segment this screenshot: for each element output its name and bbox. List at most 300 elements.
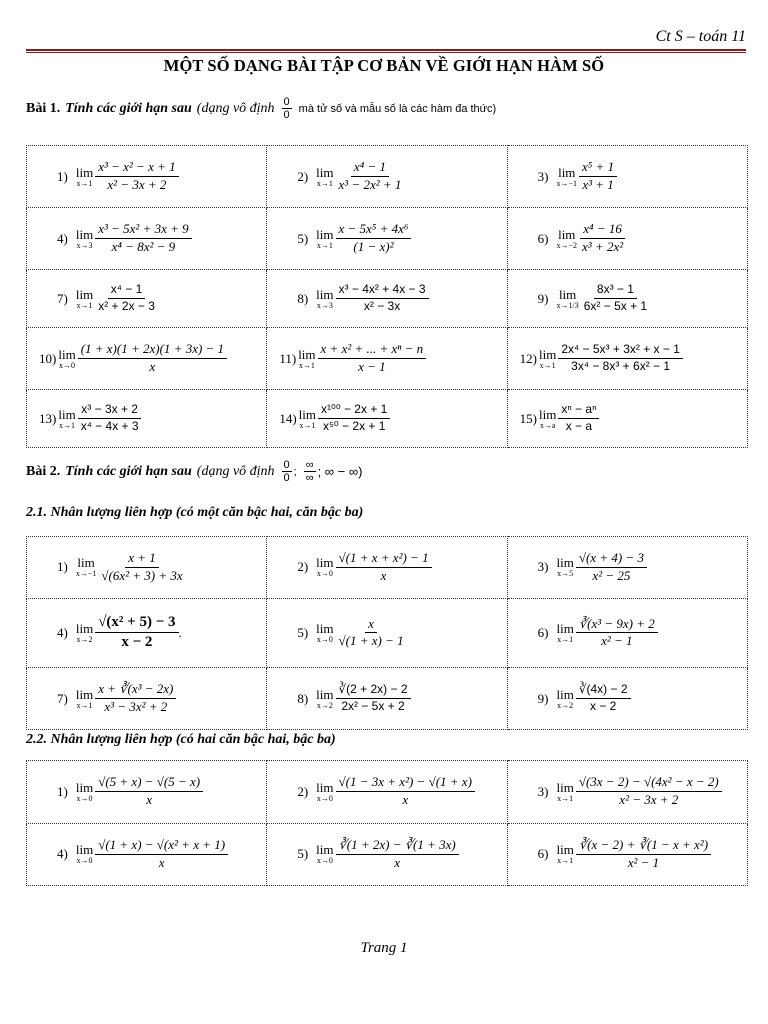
numerator: x³ − 5x² + 3x + 9 bbox=[95, 222, 191, 239]
fraction bbox=[336, 775, 475, 808]
limit-operator bbox=[557, 556, 574, 578]
frac-denominator: ∞ bbox=[305, 472, 314, 484]
limit-operator bbox=[76, 688, 93, 710]
exercise-cell bbox=[27, 761, 267, 824]
fraction bbox=[95, 222, 191, 255]
limit-operator bbox=[316, 556, 333, 578]
limit-expression bbox=[275, 222, 506, 255]
exercise-cell bbox=[267, 328, 507, 390]
header-course-label: Ct S – toán 11 bbox=[655, 28, 746, 45]
limit-approach: x→3 bbox=[76, 240, 93, 250]
exercise-cell bbox=[27, 270, 267, 328]
limit-expression bbox=[275, 683, 506, 714]
fraction bbox=[579, 160, 617, 193]
frac-denominator: 0 bbox=[283, 472, 290, 484]
denominator: x² − 1 bbox=[627, 854, 660, 870]
limit-expression bbox=[35, 222, 266, 255]
limit-approach: x→0 bbox=[59, 360, 76, 370]
bai1-paren: (dạng vô định bbox=[196, 100, 275, 116]
limit-expression bbox=[35, 838, 266, 871]
limit-operator bbox=[316, 288, 333, 310]
frac-numerator: ∞ bbox=[305, 459, 314, 471]
fraction bbox=[95, 775, 203, 808]
exercise-cell bbox=[267, 598, 507, 668]
bai2-heading bbox=[26, 459, 362, 484]
exercise-number: 5) bbox=[297, 846, 309, 862]
exercise-number: 5) bbox=[297, 230, 309, 246]
fraction bbox=[318, 342, 427, 375]
lim-word: lim bbox=[75, 286, 94, 302]
numerator: √(1 + x) − √(x² + x + 1) bbox=[95, 838, 228, 855]
denominator: x bbox=[149, 359, 156, 375]
bai2-tail: ; ∞ − ∞) bbox=[317, 464, 363, 479]
bai2-label: Bài 2. bbox=[26, 463, 61, 479]
limit-expression bbox=[35, 614, 266, 652]
exercise-cell bbox=[507, 668, 747, 730]
exercise-number: 7) bbox=[57, 690, 68, 706]
exercise-cell bbox=[267, 537, 507, 599]
numerator: ∛(2 + 2x) − 2 bbox=[336, 683, 411, 699]
limit-operator bbox=[316, 622, 333, 644]
exercise-number: 2) bbox=[297, 168, 309, 184]
table-row bbox=[27, 146, 748, 208]
table-row bbox=[27, 208, 748, 270]
denominator: x² + 2x − 3 bbox=[98, 299, 155, 314]
numerator: x + ∛(x³ − 2x) bbox=[95, 682, 176, 699]
exercise-number: 1) bbox=[57, 559, 68, 575]
denominator: x bbox=[394, 854, 401, 870]
limit-operator bbox=[557, 166, 578, 188]
exercise-cell bbox=[267, 146, 507, 208]
numerator: 2x⁴ − 5x³ + 3x² + x − 1 bbox=[558, 343, 683, 359]
fraction bbox=[581, 283, 650, 314]
lim-word: lim bbox=[316, 286, 334, 302]
limit-expression bbox=[35, 775, 266, 808]
numerator: x¹⁰⁰ − 2x + 1 bbox=[318, 403, 390, 419]
exercise-number: 5) bbox=[297, 624, 309, 640]
trailing-period: . bbox=[178, 624, 182, 640]
numerator: ∛(1 + 2x) − ∛(1 + 3x) bbox=[336, 838, 459, 855]
limit-operator bbox=[557, 288, 579, 310]
bai2-task: Tính các giới hạn sau bbox=[65, 463, 192, 479]
fraction bbox=[318, 403, 390, 434]
fraction bbox=[336, 617, 407, 650]
exercise-cell bbox=[27, 537, 267, 599]
lim-word: lim bbox=[558, 286, 577, 302]
lim-word: lim bbox=[75, 620, 94, 636]
numerator: x⁴ − 1 bbox=[351, 160, 389, 177]
bai1-label: Bài 1. bbox=[26, 100, 61, 116]
exercise-cell bbox=[27, 598, 267, 668]
limit-operator bbox=[316, 781, 333, 803]
lim-word: lim bbox=[75, 779, 94, 795]
numerator: ∛(x³ − 9x) + 2 bbox=[576, 617, 658, 634]
bai1-indeterminate-fraction bbox=[282, 96, 292, 121]
limit-expression bbox=[275, 160, 506, 193]
exercise-cell bbox=[27, 208, 267, 270]
limit-approach: x→1 bbox=[316, 178, 333, 188]
bai2-paren: (dạng vô định bbox=[196, 463, 275, 479]
exercise-number: 4) bbox=[57, 230, 68, 246]
exercise-cell bbox=[507, 270, 747, 328]
table-row bbox=[27, 823, 748, 886]
bai2-separator: ; bbox=[293, 465, 297, 478]
lim-word: lim bbox=[556, 555, 574, 571]
limit-approach: x→0 bbox=[316, 569, 333, 579]
limit-approach: x→5 bbox=[557, 569, 574, 579]
limit-operator bbox=[76, 288, 93, 310]
limit-operator bbox=[557, 622, 574, 644]
exercise-cell bbox=[267, 823, 507, 886]
limit-approach: x→1 bbox=[316, 240, 333, 250]
denominator: x⁴ − 8x² − 9 bbox=[111, 239, 176, 255]
limit-approach: x→1 bbox=[76, 700, 93, 710]
limit-expression bbox=[275, 403, 506, 434]
exercise-cell bbox=[507, 823, 747, 886]
fraction bbox=[95, 838, 228, 871]
limit-expression bbox=[516, 283, 747, 314]
limit-approach: x→0 bbox=[316, 856, 333, 866]
lim-word: lim bbox=[556, 686, 574, 702]
limit-approach: x→1 bbox=[557, 856, 574, 866]
exercise-number: 11) bbox=[279, 350, 297, 366]
lim-word: lim bbox=[75, 686, 94, 702]
numerator: √(1 − 3x + x²) − √(1 + x) bbox=[336, 775, 475, 792]
limit-expression bbox=[275, 838, 506, 871]
numerator: √(5 + x) − √(5 − x) bbox=[95, 775, 203, 792]
denominator: x³ − 2x² + 1 bbox=[338, 177, 402, 193]
limit-approach: x→−2 bbox=[556, 240, 578, 250]
numerator: x⁴ − 16 bbox=[580, 222, 625, 239]
limit-operator bbox=[316, 688, 333, 710]
bai1-heading bbox=[26, 96, 496, 121]
exercise-number: 6) bbox=[537, 230, 549, 246]
denominator: 2x² − 5x + 2 bbox=[341, 699, 405, 714]
exercise-number: 2) bbox=[297, 559, 309, 575]
numerator: x³ − 4x² + 4x − 3 bbox=[336, 283, 429, 299]
fraction bbox=[579, 222, 626, 255]
bai1-task: Tính các giới hạn sau bbox=[65, 100, 192, 116]
limit-expression bbox=[516, 403, 747, 434]
denominator: x − 2 bbox=[121, 634, 153, 651]
exercise-number: 3) bbox=[537, 168, 549, 184]
limit-operator bbox=[58, 348, 75, 370]
limit-operator bbox=[539, 348, 556, 370]
exercise-cell bbox=[507, 537, 747, 599]
numerator: 8x³ − 1 bbox=[594, 283, 637, 299]
limit-approach: x→2 bbox=[76, 634, 93, 644]
header-rule-thin bbox=[26, 52, 746, 53]
numerator: xⁿ − aⁿ bbox=[558, 403, 599, 419]
denominator: x − 1 bbox=[358, 359, 386, 375]
exercise-number: 4) bbox=[57, 846, 68, 862]
lim-word: lim bbox=[556, 779, 574, 795]
denominator: 3x⁴ − 8x³ + 6x² − 1 bbox=[571, 359, 671, 374]
exercise-cell bbox=[267, 270, 507, 328]
limit-approach: x→0 bbox=[76, 856, 93, 866]
limit-approach: x→1 bbox=[557, 634, 574, 644]
numerator: √(x + 4) − 3 bbox=[576, 551, 647, 568]
exercise-number: 8) bbox=[297, 690, 309, 706]
numerator: √(x² + 5) − 3 bbox=[95, 614, 178, 633]
limit-operator bbox=[316, 843, 333, 865]
table-row bbox=[27, 328, 748, 390]
exercise-cell bbox=[27, 328, 267, 390]
numerator: √(3x − 2) − √(4x² − x − 2) bbox=[576, 775, 722, 792]
frac-numerator: 0 bbox=[283, 459, 290, 471]
limit-approach: x→3 bbox=[316, 300, 333, 310]
fraction bbox=[336, 551, 432, 584]
denominator: x⁵⁰ − 2x + 1 bbox=[322, 419, 386, 434]
numerator: (1 + x)(1 + 2x)(1 + 3x) − 1 bbox=[78, 342, 227, 359]
exercise-cell bbox=[507, 208, 747, 270]
limit-expression bbox=[275, 283, 506, 314]
lim-word: lim bbox=[316, 779, 334, 795]
section-2-2-table bbox=[26, 760, 748, 886]
exercise-number: 8) bbox=[297, 290, 309, 306]
limit-operator bbox=[76, 781, 93, 803]
denominator: x − a bbox=[565, 419, 593, 434]
denominator: √(1 + x) − 1 bbox=[338, 633, 404, 649]
exercise-cell bbox=[27, 823, 267, 886]
exercise-number: 12) bbox=[519, 350, 537, 366]
bai2-fraction-zero bbox=[282, 459, 292, 484]
lim-word: lim bbox=[298, 406, 317, 422]
lim-word: lim bbox=[77, 555, 95, 571]
lim-word: lim bbox=[539, 406, 557, 422]
exercise-cell bbox=[507, 146, 747, 208]
denominator: x² − 3x + 2 bbox=[107, 177, 167, 193]
exercise-number: 6) bbox=[537, 846, 549, 862]
table-row bbox=[27, 761, 748, 824]
limit-operator bbox=[316, 166, 333, 188]
exercise-number: 2) bbox=[297, 783, 309, 799]
fraction bbox=[576, 683, 631, 714]
limit-operator bbox=[299, 408, 316, 430]
exercise-number: 10) bbox=[39, 350, 57, 366]
limit-operator bbox=[76, 166, 93, 188]
exercise-cell bbox=[267, 390, 507, 448]
fraction bbox=[558, 343, 683, 374]
limit-approach: x→1 bbox=[298, 360, 315, 370]
limit-expression bbox=[516, 775, 747, 808]
limit-expression bbox=[35, 403, 266, 434]
fraction bbox=[336, 160, 405, 193]
table-row bbox=[27, 598, 748, 668]
numerator: x bbox=[365, 617, 377, 634]
limit-expression bbox=[516, 838, 747, 871]
exercise-cell bbox=[267, 208, 507, 270]
limit-expression bbox=[275, 617, 506, 650]
numerator: ∛(x − 2) + ∛(1 − x + x²) bbox=[576, 838, 711, 855]
fraction bbox=[336, 283, 429, 314]
fraction bbox=[78, 342, 227, 375]
bai1-note: mà tử số và mẫu số là các hàm đa thức) bbox=[298, 102, 497, 115]
limit-expression bbox=[275, 551, 506, 584]
exercise-cell bbox=[507, 761, 747, 824]
limit-expression bbox=[516, 160, 747, 193]
lim-word: lim bbox=[539, 346, 557, 362]
limit-operator bbox=[76, 843, 93, 865]
section-2-2-heading bbox=[26, 732, 336, 748]
limit-approach: x→−1 bbox=[75, 569, 97, 579]
fraction bbox=[95, 682, 176, 715]
limit-approach: x→1 bbox=[539, 360, 556, 370]
fraction bbox=[558, 403, 599, 434]
exercise-number: 9) bbox=[537, 690, 549, 706]
limit-expression bbox=[516, 343, 747, 374]
exercise-cell bbox=[267, 761, 507, 824]
denominator: x⁴ − 4x + 3 bbox=[80, 419, 139, 434]
limit-operator bbox=[76, 622, 93, 644]
denominator: √(6x² + 3) + 3x bbox=[101, 567, 183, 583]
limit-operator bbox=[76, 556, 97, 578]
numerator: √(1 + x + x²) − 1 bbox=[336, 551, 432, 568]
fraction bbox=[95, 283, 158, 314]
lim-word: lim bbox=[58, 406, 76, 422]
section-2-2-title: 2.2. Nhân lượng liên hợp (có hai căn bậc hai, bậc ba) bbox=[26, 732, 336, 747]
lim-word: lim bbox=[58, 346, 76, 362]
lim-word: lim bbox=[556, 620, 574, 636]
frac-numerator: 0 bbox=[283, 96, 290, 108]
table-row bbox=[27, 668, 748, 730]
limit-expression bbox=[35, 342, 266, 375]
numerator: x + x² + ... + xⁿ − n bbox=[318, 342, 427, 359]
exercise-number: 9) bbox=[537, 290, 549, 306]
lim-word: lim bbox=[75, 842, 94, 858]
limit-approach: x→1 bbox=[59, 420, 76, 430]
numerator: ∛(4x) − 2 bbox=[576, 683, 631, 699]
section-2-1-title: 2.1. Nhân lượng liên hợp (có một căn bậc hai, căn bậc ba) bbox=[26, 505, 364, 520]
limit-expression bbox=[35, 160, 266, 193]
fraction bbox=[576, 617, 658, 650]
numerator: x − 5x⁵ + 4x⁶ bbox=[336, 222, 412, 239]
limit-expression bbox=[35, 682, 266, 715]
frac-denominator: 0 bbox=[283, 109, 290, 121]
bai2-fraction-infinity bbox=[304, 459, 316, 484]
limit-expression bbox=[275, 775, 506, 808]
exercise-cell bbox=[27, 146, 267, 208]
exercise-number: 7) bbox=[57, 290, 68, 306]
denominator: x³ + 1 bbox=[582, 177, 614, 193]
exercise-number: 3) bbox=[537, 783, 549, 799]
exercise-cell bbox=[507, 598, 747, 668]
exercise-number: 13) bbox=[39, 410, 57, 426]
fraction bbox=[336, 838, 459, 871]
denominator: (1 − x)² bbox=[353, 239, 394, 255]
limit-expression bbox=[275, 342, 506, 375]
lim-word: lim bbox=[558, 226, 576, 242]
numerator: x³ − x² − x + 1 bbox=[95, 160, 178, 177]
exercise-cell bbox=[267, 668, 507, 730]
header-rule bbox=[26, 49, 746, 51]
limit-approach: x→−1 bbox=[556, 178, 578, 188]
exercise-number: 1) bbox=[57, 168, 68, 184]
denominator: 6x² − 5x + 1 bbox=[583, 299, 648, 314]
denominator: x² − 1 bbox=[601, 633, 633, 649]
exercise-cell bbox=[27, 668, 267, 730]
lim-word: lim bbox=[316, 620, 334, 636]
limit-expression bbox=[516, 222, 747, 255]
limit-operator bbox=[298, 348, 315, 370]
page-number: Trang 1 bbox=[360, 940, 408, 956]
exercise-number: 4) bbox=[57, 624, 68, 640]
limit-approach: x→0 bbox=[76, 793, 93, 803]
exercise-number: 3) bbox=[537, 559, 549, 575]
exercise-number: 1) bbox=[57, 783, 68, 799]
limit-operator bbox=[557, 688, 574, 710]
fraction bbox=[95, 614, 178, 652]
fraction bbox=[98, 551, 185, 584]
bai1-table bbox=[26, 145, 748, 448]
denominator: x² − 3x bbox=[363, 299, 401, 314]
exercise-number: 6) bbox=[537, 624, 549, 640]
numerator: x⁵ + 1 bbox=[579, 160, 617, 177]
numerator: x + 1 bbox=[125, 551, 159, 568]
fraction bbox=[336, 683, 411, 714]
limit-expression bbox=[516, 551, 747, 584]
denominator: x bbox=[402, 792, 409, 808]
limit-approach: x→0 bbox=[316, 793, 333, 803]
lim-word: lim bbox=[316, 164, 334, 180]
limit-expression bbox=[516, 617, 747, 650]
exercise-cell bbox=[27, 390, 267, 448]
limit-operator bbox=[557, 228, 578, 250]
denominator: x³ + 2x² bbox=[582, 239, 624, 255]
limit-approach: x→a bbox=[539, 420, 556, 430]
limit-expression bbox=[35, 551, 266, 584]
limit-approach: x→2 bbox=[316, 700, 333, 710]
limit-operator bbox=[58, 408, 75, 430]
denominator: x³ − 3x² + 2 bbox=[104, 699, 168, 715]
limit-operator bbox=[557, 843, 574, 865]
numerator: x⁴ − 1 bbox=[108, 283, 146, 299]
limit-operator bbox=[316, 228, 333, 250]
table-row bbox=[27, 390, 748, 448]
exercise-number: 14) bbox=[279, 410, 297, 426]
section-2-1-heading bbox=[26, 505, 363, 521]
denominator: x bbox=[380, 567, 387, 583]
fraction bbox=[78, 403, 142, 434]
limit-operator bbox=[539, 408, 556, 430]
lim-word: lim bbox=[316, 686, 334, 702]
table-row bbox=[27, 537, 748, 599]
lim-word: lim bbox=[556, 842, 574, 858]
denominator: x bbox=[158, 854, 165, 870]
lim-word: lim bbox=[298, 346, 316, 362]
fraction bbox=[95, 160, 178, 193]
denominator: x bbox=[146, 792, 153, 808]
limit-approach: x→0 bbox=[316, 634, 333, 644]
limit-approach: x→2 bbox=[557, 700, 574, 710]
numerator: x³ − 3x + 2 bbox=[78, 403, 141, 419]
lim-word: lim bbox=[558, 164, 576, 180]
limit-approach: x→1/3 bbox=[556, 300, 579, 310]
limit-operator bbox=[76, 228, 93, 250]
exercise-number: 15) bbox=[519, 410, 537, 426]
table-row bbox=[27, 270, 748, 328]
fraction bbox=[576, 551, 647, 584]
lim-word: lim bbox=[316, 226, 334, 242]
fraction bbox=[576, 838, 711, 871]
limit-approach: x→1 bbox=[299, 420, 316, 430]
limit-expression bbox=[516, 683, 747, 714]
section-2-1-table bbox=[26, 536, 748, 730]
denominator: x² − 25 bbox=[592, 567, 631, 583]
limit-approach: x→1 bbox=[76, 178, 93, 188]
fraction bbox=[336, 222, 412, 255]
lim-word: lim bbox=[75, 226, 94, 242]
